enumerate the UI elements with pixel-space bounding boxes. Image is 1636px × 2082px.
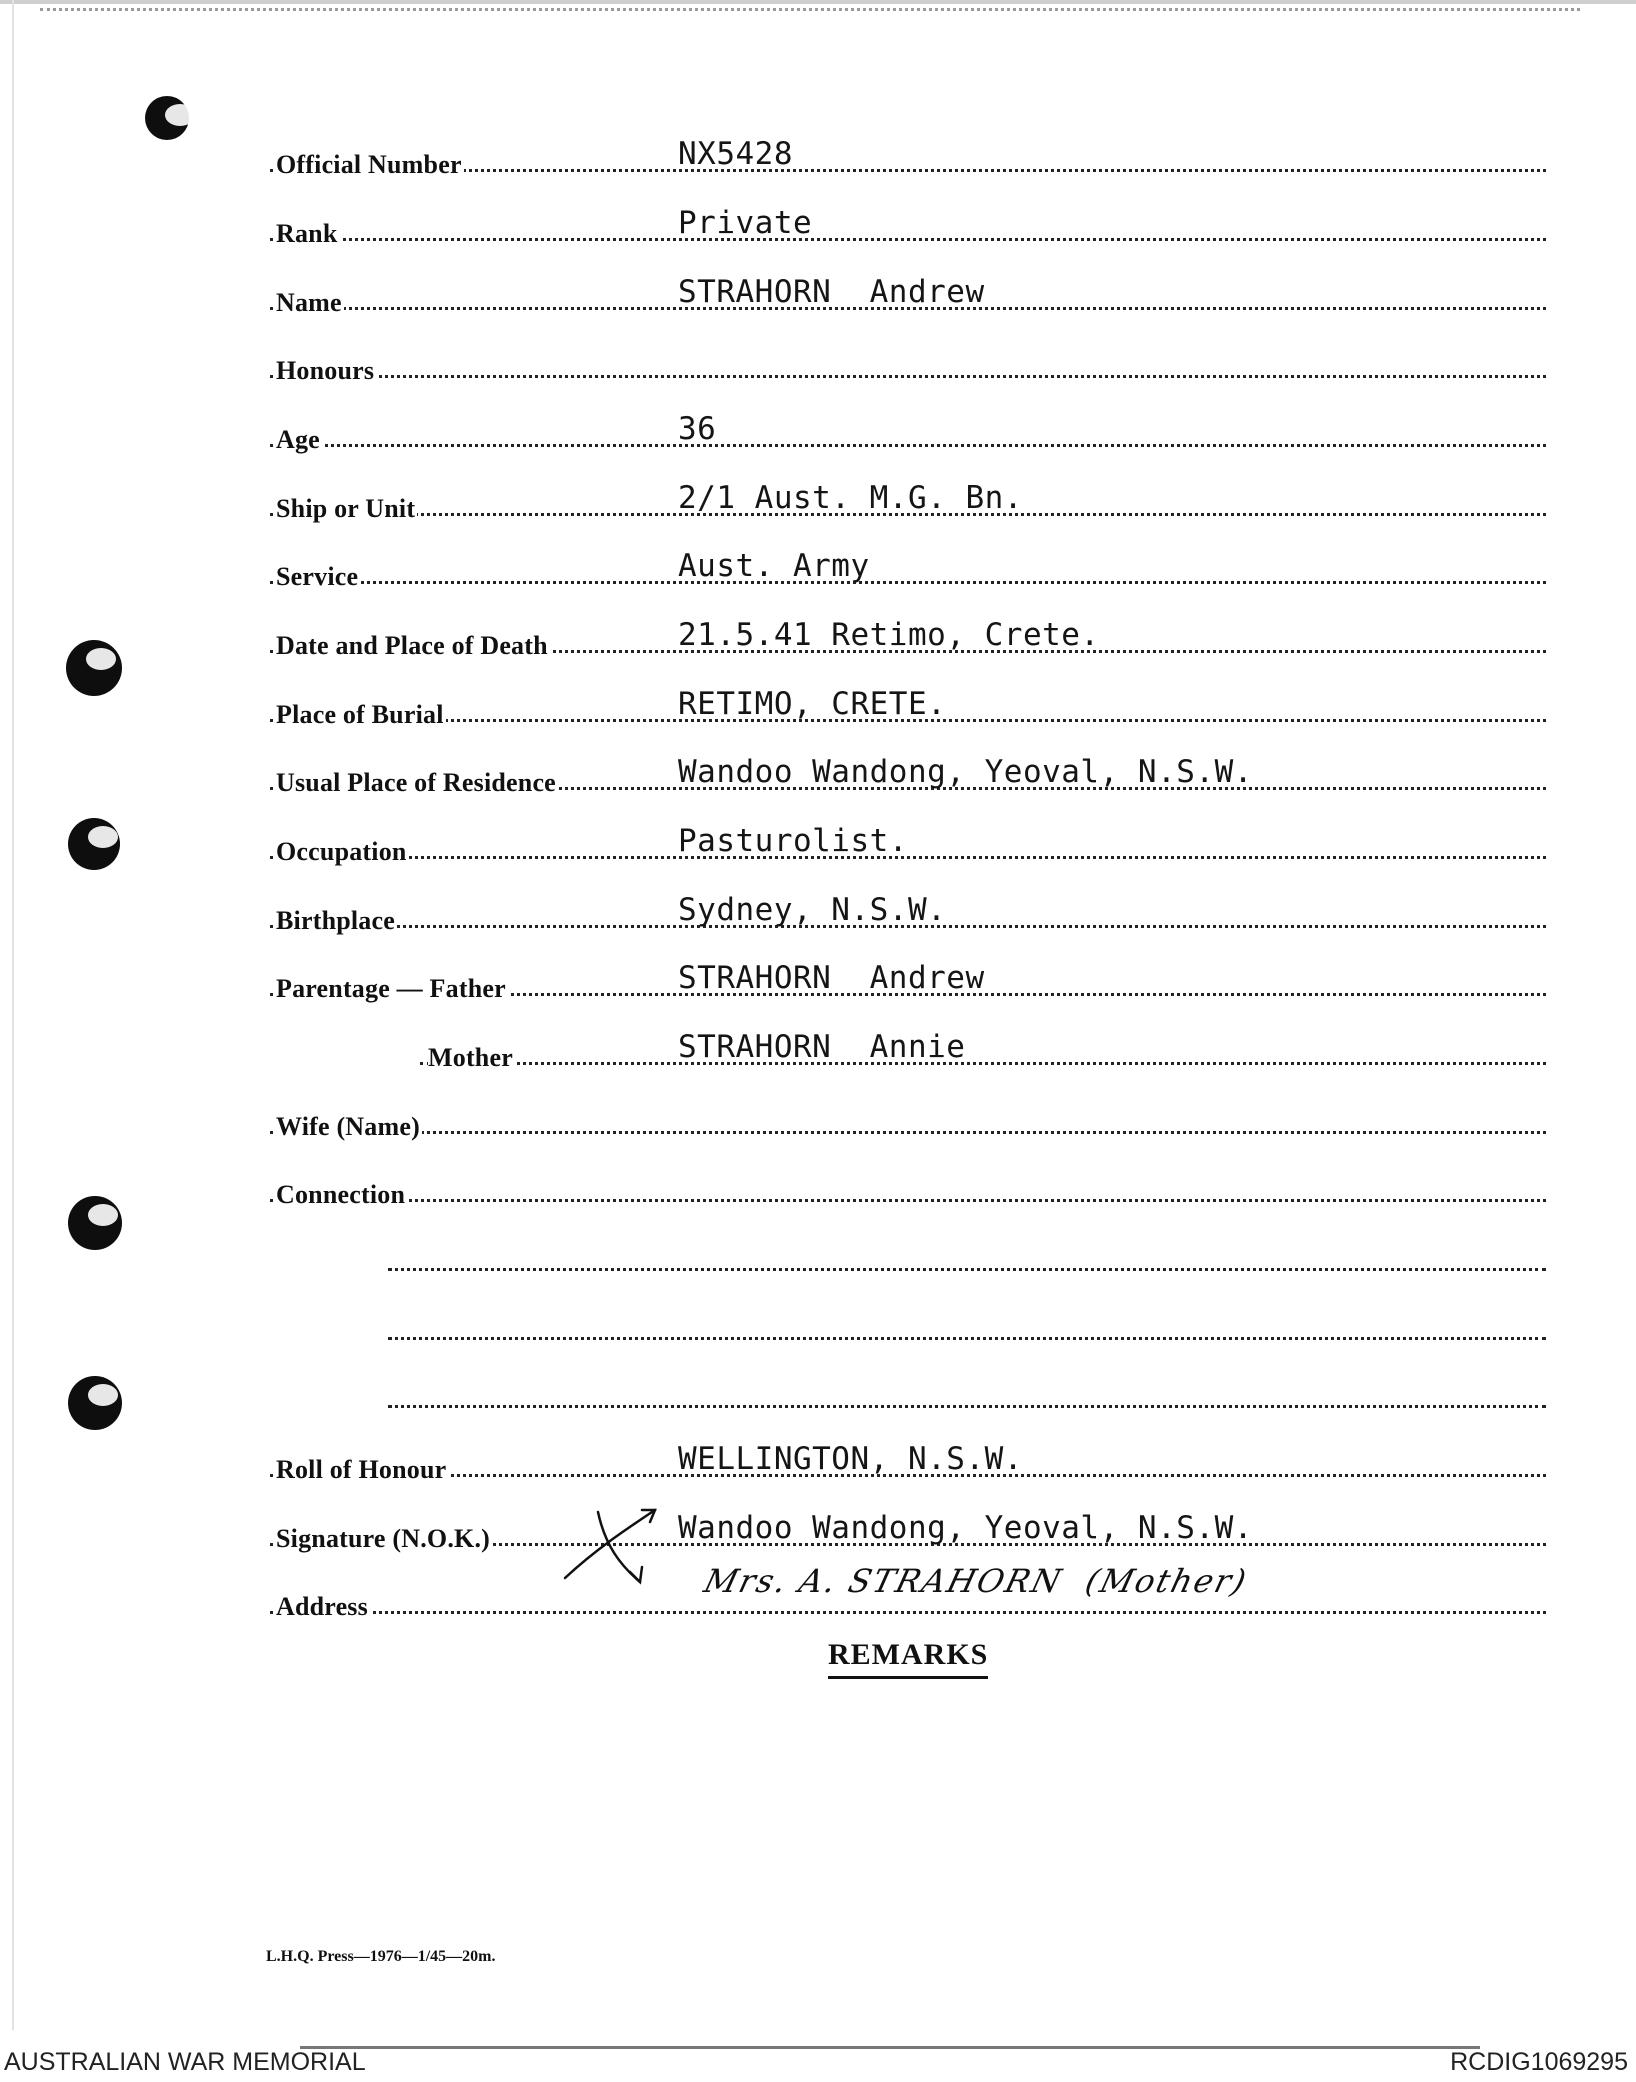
footer-record-id: RCDIG1069295 — [1450, 2048, 1628, 2076]
field-label: Mother — [428, 1043, 513, 1072]
field-label: Official Number — [276, 150, 462, 179]
field-value: 36 — [678, 411, 717, 447]
field-value: WELLINGTON, N.S.W. — [678, 1441, 1023, 1477]
field-value: STRAHORN Annie — [678, 1029, 966, 1065]
field-label: Place of Burial — [276, 700, 444, 729]
field-value: Wandoo Wandong, Yeoval, N.S.W. — [678, 754, 1253, 790]
field-value: 21.5.41 Retimo, Crete. — [678, 617, 1100, 653]
field-label: Date and Place of Death — [276, 631, 548, 660]
printer-imprint: L.H.Q. Press—1976—1/45—20m. — [266, 1948, 496, 1965]
field-label: Parentage — Father — [276, 974, 506, 1003]
field-label: Rank — [276, 219, 338, 248]
field-label: Ship or Unit — [276, 494, 416, 523]
field-value: RETIMO, CRETE. — [678, 686, 947, 722]
field-value: STRAHORN Andrew — [678, 274, 985, 310]
field-label: Signature (N.O.K.) — [276, 1524, 491, 1553]
field-value: Sydney, N.S.W. — [678, 892, 947, 928]
field-value: NX5428 — [678, 136, 793, 172]
field-value: STRAHORN Andrew — [678, 960, 985, 996]
remarks-heading: REMARKS — [828, 1638, 988, 1679]
field-value: Pasturolist. — [678, 823, 908, 859]
footer-rule — [300, 2046, 1480, 2049]
field-value: Wandoo Wandong, Yeoval, N.S.W. — [678, 1510, 1253, 1546]
field-value: 2/1 Aust. M.G. Bn. — [678, 480, 1023, 516]
field-label: Address — [276, 1592, 368, 1621]
field-label: Connection — [276, 1180, 406, 1209]
field-label: Name — [276, 288, 342, 317]
field-value: Aust. Army — [678, 548, 870, 584]
field-label: Wife (Name) — [276, 1112, 420, 1141]
field-label: Usual Place of Residence — [276, 768, 556, 797]
field-label: Birthplace — [276, 906, 395, 935]
handwritten-signature: Mrs. A. STRAHORN (Mother) — [700, 1562, 1252, 1600]
field-label: Occupation — [276, 837, 407, 866]
field-label: Honours — [276, 356, 375, 385]
field-label: Roll of Honour — [276, 1455, 447, 1484]
footer-institution: AUSTRALIAN WAR MEMORIAL — [4, 2048, 366, 2076]
field-label: Age — [276, 425, 320, 454]
field-value: Private — [678, 205, 813, 241]
field-label: Service — [276, 562, 359, 591]
